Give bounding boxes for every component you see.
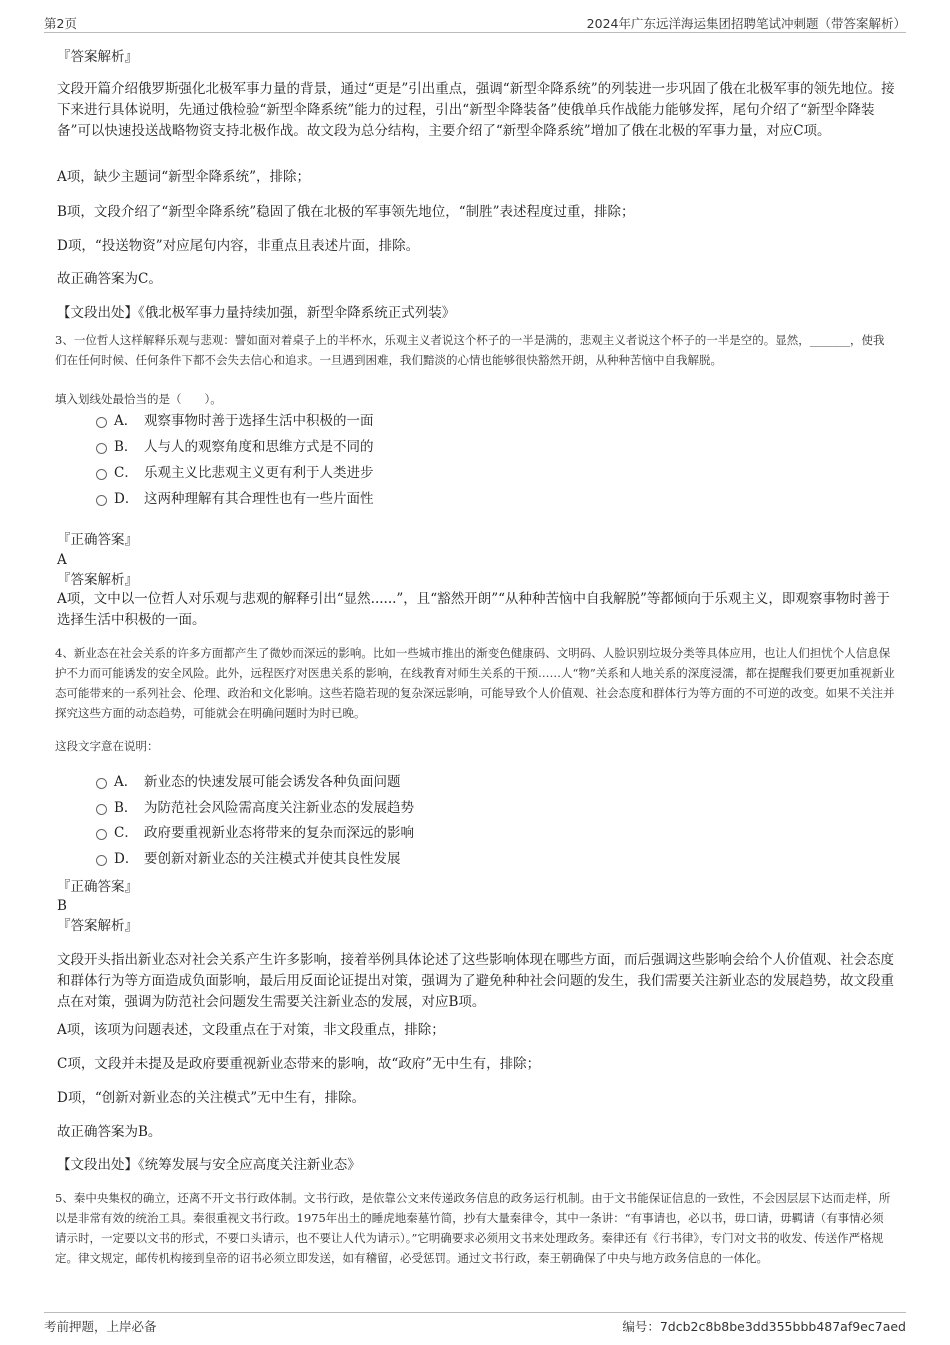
q4-option-b[interactable]: B． 为防范社会风险需高度关注新业态的发展趋势 [96,797,876,819]
q2-option-d-analysis: D项，“投送物资”对应尾句内容，非重点且表述片面，排除。 [57,238,420,254]
footer-slogan: 考前押题，上岸必备 [44,1319,157,1334]
radio-button[interactable] [96,495,107,506]
radio-button[interactable] [96,443,107,454]
q4-stem: 4、新业态在社会关系的许多方面都产生了微妙而深远的影响。比如一些城市推出的渐变色健康码、文明码、人脸识别垃圾分类等具体应用，也让人们担忧个人信息保护不力而可能诱发的安全风险。此外，远程医疗对医患关系的影响，在线教育对师生关系的干预……人“物”关系和人地关系的深度浸濡，都在提醒我们要更加重视新业态可能带来的一系列社会、伦理、政治和文化影响。这些若隐若现的复杂深远影响，可能导致个人价值观、社会态度和群体行为等方面的不可逆的改变。如果不关注并探究这些方面的动态趋势，可能就会在明确问题时为时已晚。 [55,646,895,720]
q2-option-a-analysis: A项，缺少主题词“新型伞降系统”，排除； [57,169,311,185]
radio-button[interactable] [96,778,107,789]
radio-button[interactable] [96,804,107,815]
q4-analysis-paragraph: 文段开头指出新业态对社会关系产生许多影响，接着举例具体论述了这些影响体现在哪些方面，而后强调这些影响会给个人价值观、社会态度和群体行为等方面造成负面影响，最后用反面论证提出对策，强调为了避免种种社会问题的发生，我们需要关注新业态的发展趋势，故文段重点在对策，强调为防范社会问题发生需要关注新业态的发展，对应B项。 [57,952,894,1010]
q4-correct-answer: B [57,898,67,914]
page-header [44,10,906,33]
q4-option-d[interactable]: D． 要创新对新业态的关注模式并使其良性发展 [96,848,876,870]
q3-option-a[interactable]: A． 观察事物时善于选择生活中积极的一面 [96,410,876,432]
q3-option-b[interactable]: B． 人与人的观察角度和思维方式是不同的 [96,436,876,458]
q2-source: 【文段出处】《俄北极军事力量持续加强，新型伞降系统正式列装》 [57,305,456,321]
document-code: 编号：7dcb2c8b8be3dd355bbb487af9ec7aed [622,1319,906,1334]
q4-option-a-analysis: A项，该项为问题表述，文段重点在于对策，非文段重点，排除； [57,1022,445,1038]
q4-source: 【文段出处】《统筹发展与安全应高度关注新业态》 [57,1157,361,1173]
q2-analysis-paragraph: 文段开篇介绍俄罗斯强化北极军事力量的背景，通过“更是”引出重点，强调“新型伞降系统”的列装进一步巩固了俄在北极军事的领先地位。接下来进行具体说明，先通过俄检验“新型伞降系统”能力的过程，引出“新型伞降装备”使俄单兵作战能力能够发挥，尾句介绍了“新型伞降装备”可以快速投送战略物资支持北极作战。故文段为总分结构，主要介绍了“新型伞降系统”增加了俄在北极的军事力量，对应C项。 [57,81,895,139]
q3-option-c[interactable]: C． 乐观主义比悲观主义更有利于人类进步 [96,462,876,484]
radio-button[interactable] [96,417,107,428]
q4-analysis-title: 『答案解析』 [57,918,138,934]
q4-correct-title: 『正确答案』 [57,879,138,895]
q3-analysis: A项，文中以一位哲人对乐观与悲观的解释引出“显然......”，且“豁然开朗”“从种种苦恼中自我解脱”等都倾向于乐观主义，即观察事物时善于选择生活中积极的一面。 [57,591,890,628]
q3-stem: 3、一位哲人这样解释乐观与悲观：譬如面对着桌子上的半杯水，乐观主义者说这个杯子的一半是满的，悲观主义者说这个杯子的一半是空的。显然，_______，使我们在任何时候、任何条件下都不会失去信心和追求。一旦遇到困难，我们黯淡的心情也能够很快豁然开朗，从种种苦恼中自我解脱。 [55,333,885,367]
q4-prompt: 这段文字意在说明： [55,739,159,753]
q5-stem: 5、秦中央集权的确立，还离不开文书行政体制。文书行政，是依靠公文来传递政务信息的政务运行机制。由于文书能保证信息的一致性，不会因层层下达而走样，所以是非常有效的统治工具。秦很重视文书行政。1975年出土的睡虎地秦墓竹简，抄有大量秦律令，其中一条讲：“有事请也，必以书，毋口请，毋羁请（有事情必须请示时，一定要以文书的形式，不要口头请示，也不要让人代为请示）。”它明确要求必须用文书来处理政务。秦律还有《行书律》，专门对文书的收发、传送作严格规定。律文规定，邮传机构接到皇帝的诏书必须立即发送，如有稽留，必受惩罚。通过文书行政，秦王朝确保了中央与地方政务信息的一体化。 [55,1191,891,1265]
q4-option-a[interactable]: A． 新业态的快速发展可能会诱发各种负面问题 [96,771,876,793]
page-number: 第2页 [44,16,77,31]
q3-correct-title: 『正确答案』 [57,532,138,548]
q2-analysis-title: 『答案解析』 [57,49,138,65]
document-title: 2024年广东远洋海运集团招聘笔试冲刺题（带答案解析） [586,16,906,31]
q3-prompt: 填入划线处最恰当的是（ ）。 [55,392,222,406]
radio-button[interactable] [96,829,107,840]
q4-option-d-analysis: D项，“创新对新业态的关注模式”无中生有，排除。 [57,1090,366,1106]
q3-option-d[interactable]: D． 这两种理解有其合理性也有一些片面性 [96,488,876,510]
radio-button[interactable] [96,469,107,480]
q4-conclusion: 故正确答案为B。 [57,1124,162,1140]
q4-option-c[interactable]: C． 政府要重视新业态将带来的复杂而深远的影响 [96,822,876,844]
q2-conclusion: 故正确答案为C。 [57,271,162,287]
radio-button[interactable] [96,855,107,866]
q4-option-c-analysis: C项，文段并未提及是政府要重视新业态带来的影响，故“政府”无中生有，排除； [57,1056,541,1072]
page-footer [44,1312,906,1337]
q3-correct-answer: A [57,552,67,568]
q3-analysis-title: 『答案解析』 [57,572,138,588]
q2-option-b-analysis: B项，文段介绍了“新型伞降系统”稳固了俄在北极的军事领先地位，“制胜”表述程度过重，排除； [57,204,635,220]
